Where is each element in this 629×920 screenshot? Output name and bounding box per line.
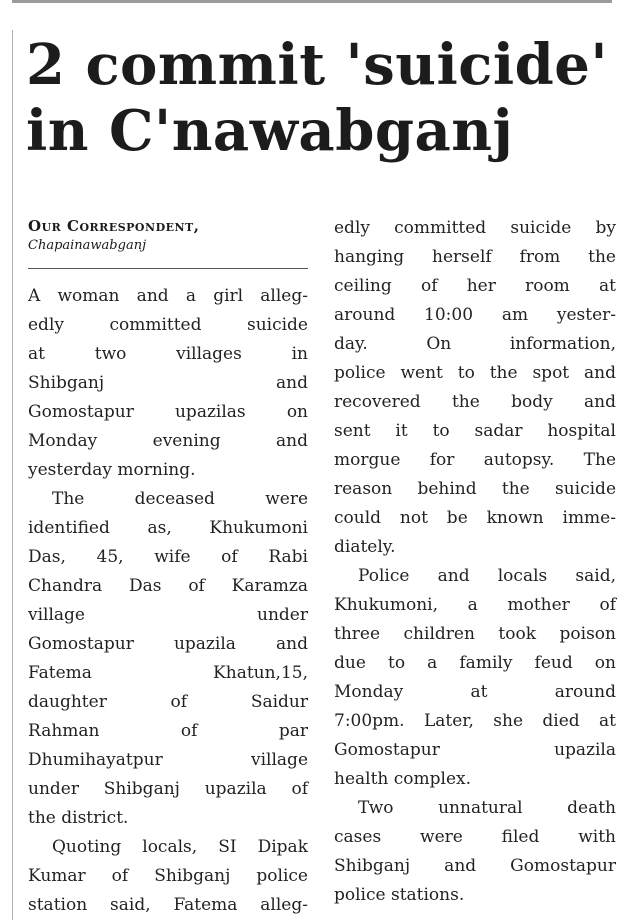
column-2-line: health complex. bbox=[334, 769, 472, 789]
column-2-line: 7:00pm. Later, she died at bbox=[334, 711, 616, 731]
column-2-line: due to a family feud on bbox=[334, 653, 616, 673]
column-2-line: Two unnatural death bbox=[358, 798, 616, 818]
column-2-line: morgue for autopsy. The bbox=[334, 450, 616, 470]
byline-divider bbox=[28, 268, 308, 269]
column-1-line: Quoting locals, SI Dipak bbox=[52, 837, 308, 857]
column-1-line: Kumar of Shibganj police bbox=[28, 866, 308, 886]
article-column-2 bbox=[334, 214, 616, 910]
column-2-line: cases were filed with bbox=[334, 827, 616, 847]
column-1-line: A woman and a girl alleg- bbox=[28, 286, 308, 306]
column-2-line: three children took poison bbox=[334, 624, 616, 644]
column-1-line: daughter of Saidur bbox=[28, 692, 308, 712]
column-2-line: Monday at around bbox=[334, 682, 616, 702]
column-2-line: Shibganj and Gomostapur bbox=[334, 856, 616, 876]
column-2-line: day. On information, bbox=[334, 334, 616, 354]
column-1-line: identified as, Khukumoni bbox=[28, 518, 308, 538]
column-1-line: Gomostapur upazila and bbox=[28, 634, 308, 654]
column-1-line: Gomostapur upazilas on bbox=[28, 402, 308, 422]
column-2-line: Police and locals said, bbox=[358, 566, 616, 586]
column-1-line: Shibganj and bbox=[28, 373, 308, 393]
left-column-rule bbox=[12, 30, 13, 920]
column-2-line: could not be known imme- bbox=[334, 508, 616, 528]
headline-line-1: 2 commit 'suicide' bbox=[26, 32, 609, 98]
column-2-line: sent it to sadar hospital bbox=[334, 421, 616, 441]
column-1-line: Dhumihayatpur village bbox=[28, 750, 308, 770]
article-column-1 bbox=[28, 282, 308, 920]
column-1-line: Chandra Das of Karamza bbox=[28, 576, 308, 596]
column-2-line: police stations. bbox=[334, 885, 465, 905]
column-2-line: ceiling of her room at bbox=[334, 276, 616, 296]
column-2-line: recovered the body and bbox=[334, 392, 616, 412]
column-2-line: Gomostapur upazila bbox=[334, 740, 616, 760]
column-1-line: under Shibganj upazila of bbox=[28, 779, 308, 799]
column-1-line: Fatema Khatun,15, bbox=[28, 663, 308, 683]
column-2-line: hanging herself from the bbox=[334, 247, 616, 267]
column-2-line: diately. bbox=[334, 537, 396, 557]
column-2-line: Khukumoni, a mother of bbox=[334, 595, 616, 615]
byline-correspondent: Our Correspondent, bbox=[28, 217, 200, 235]
column-1-line: edly committed suicide bbox=[28, 315, 308, 335]
headline-line-2: in C'nawabganj bbox=[26, 98, 514, 164]
column-1-line: the district. bbox=[28, 808, 129, 828]
article-headline bbox=[26, 32, 626, 164]
column-2-line: edly committed suicide by bbox=[334, 218, 616, 238]
byline-location: Chapainawabganj bbox=[28, 238, 147, 253]
top-border-rule bbox=[12, 0, 612, 3]
byline bbox=[28, 216, 308, 255]
column-1-line: village under bbox=[28, 605, 308, 625]
column-1-line: The deceased were bbox=[52, 489, 308, 509]
column-1-line: at two villages in bbox=[28, 344, 308, 364]
column-1-line: Das, 45, wife of Rabi bbox=[28, 547, 308, 567]
column-1-line: Monday evening and bbox=[28, 431, 308, 451]
column-2-line: police went to the spot and bbox=[334, 363, 616, 383]
column-1-line: station said, Fatema alleg- bbox=[28, 895, 308, 915]
column-1-line: Rahman of par bbox=[28, 721, 308, 741]
column-2-line: reason behind the suicide bbox=[334, 479, 616, 499]
column-2-line: around 10:00 am yester- bbox=[334, 305, 616, 325]
column-1-line: yesterday morning. bbox=[28, 460, 196, 480]
